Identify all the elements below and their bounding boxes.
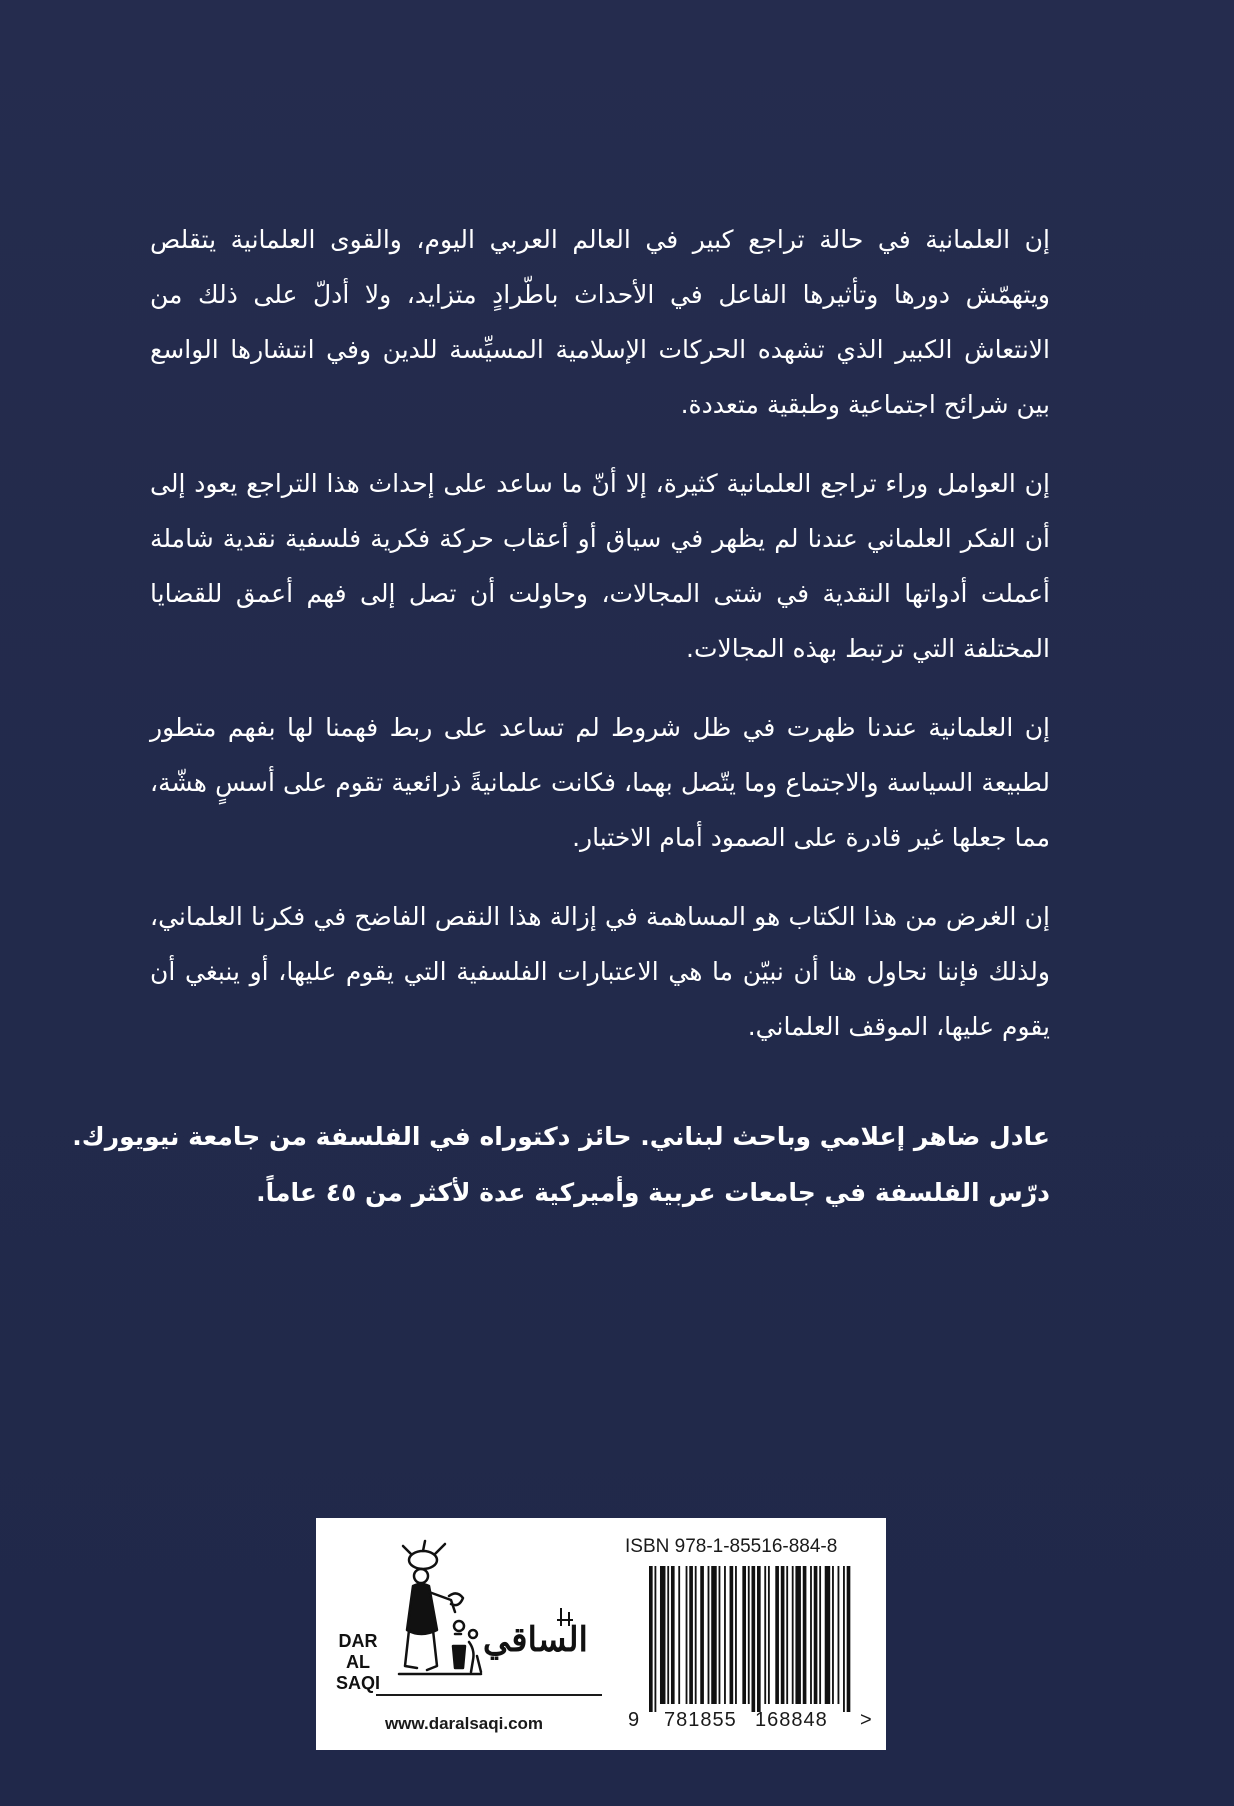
publisher-name-line-2: AL SAQI [335,1652,380,1693]
isbn-label: ISBN 978-1-85516-884-8 [625,1536,838,1557]
barcode-right-digits: 168848 [755,1709,828,1731]
barcode-first-digit: 9 [628,1709,640,1731]
blurb-paragraph-2: إن العوامل وراء تراجع العلمانية كثيرة، إلا أنّ ما ساعد على إحداث هذا التراجع يعود إلى أن الفكر العلماني عندنا لم يظهر في سياق أو أعقاب حركة فكرية فلسفية نقدية شاملة أعملت أدواتها النقدية في شتى المجالات، وحاولت أن تصل إلى فهم أعمق للقضايا المختلفة التي ترتبط بهذه المجالات. [150,469,1050,663]
publisher-name-line-1: DAR [338,1631,378,1651]
barcode-sticker [316,1518,886,1750]
publisher-name-english [328,1631,388,1694]
sticker-divider [376,1694,602,1696]
publisher-website: www.daralsaqi.com [384,1714,544,1733]
author-bio-line-1: عادل ضاهر إعلامي وباحث لبناني. حائز دكتوراه في الفلسفة من جامعة نيويورك. [72,1122,1050,1151]
barcode-quiet-zone-mark: > [860,1709,872,1731]
barcode-left-digits: 781855 [664,1709,737,1731]
publisher-name-arabic: الساقي [482,1620,588,1660]
blurb-paragraph-1: إن العلمانية في حالة تراجع كبير في العالم العربي اليوم، والقوى العلمانية يتقلص ويتهمّش دورها وتأثيرها الفاعل في الأحداث باطّرادٍ متزايد، ولا أدلّ على ذلك من الانتعاش الكبير الذي تشهده الحركات الإسلامية المسيِّسة للدين وفي انتشارها الواسع بين شرائح اجتماعية وطبقية متعددة. [150,225,1050,419]
blurb-paragraph-3: إن العلمانية عندنا ظهرت في ظل شروط لم تساعد على ربط فهمنا لها بفهم متطور لطبيعة السياسة والاجتماع وما يتّصل بهما، فكانت علمانيةً ذرائعية تقوم على أسسٍ هشّة، مما جعلها غير قادرة على الصمود أمام الاختبار. [150,713,1050,852]
publisher-logo-icon [393,1538,483,1688]
author-bio-line-2: درّس الفلسفة في جامعات عربية وأميركية عدة لأكثر من ٤٥ عاماً. [256,1178,1050,1207]
barcode-icon [649,1566,854,1712]
author-bio [72,1109,1050,1221]
blurb-paragraph-4: إن الغرض من هذا الكتاب هو المساهمة في إزالة هذا النقص الفاضح في فكرنا العلماني، ولذلك فإننا نحاول هنا أن نبيّن ما هي الاعتبارات الفلسفية التي يقوم عليها، أو ينبغي أن يقوم عليها، الموقف العلماني. [150,902,1050,1041]
blurb-text [150,212,1050,1078]
